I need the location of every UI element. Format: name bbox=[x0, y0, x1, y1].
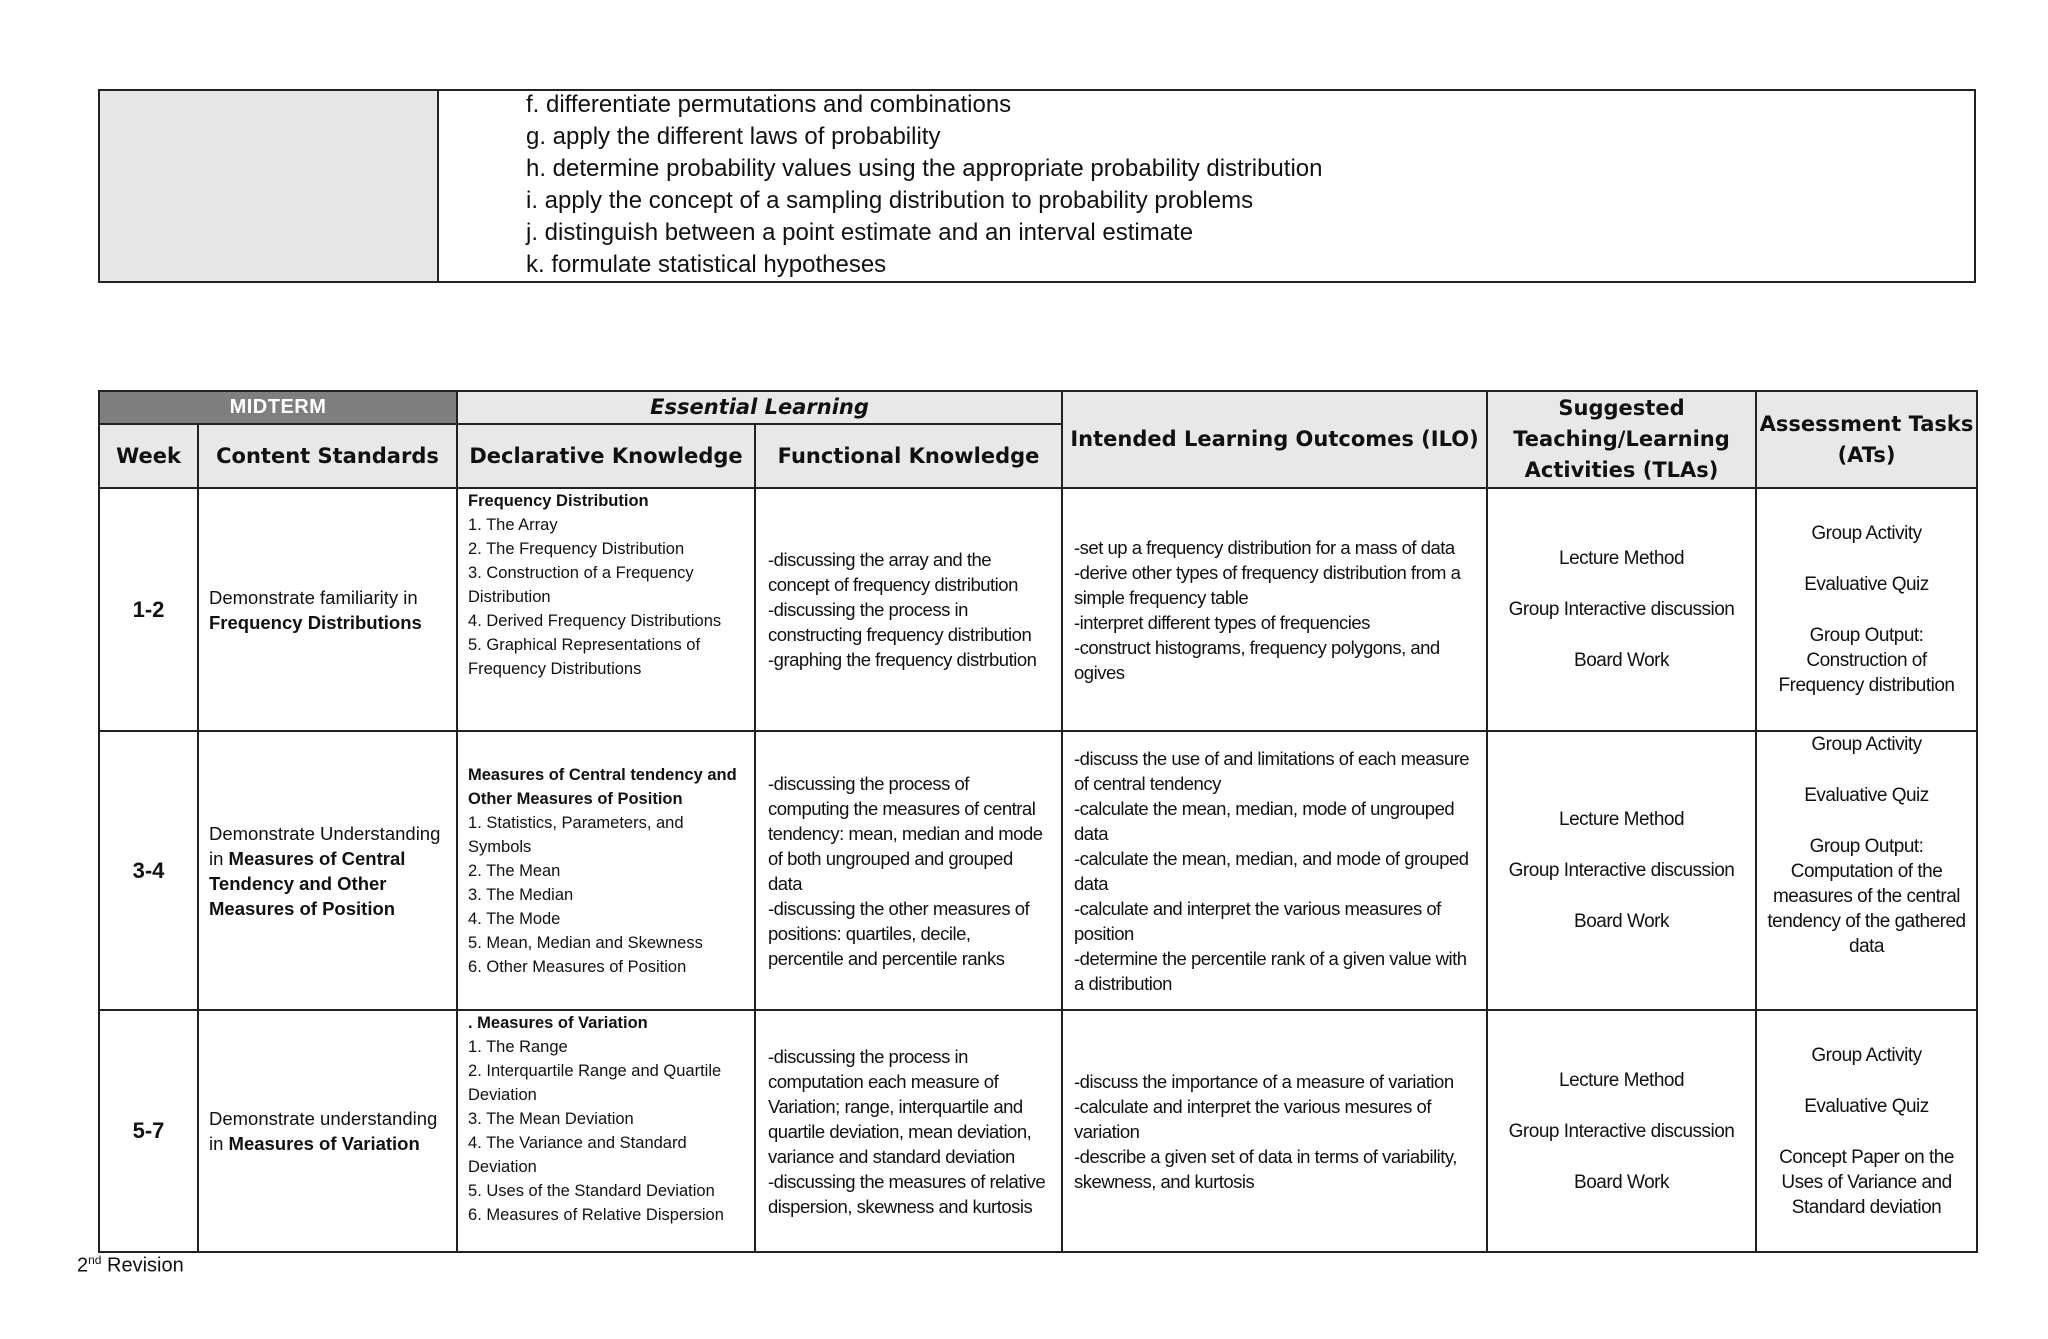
ilo-cell bbox=[1062, 1010, 1487, 1252]
tla-item: Board Work bbox=[1574, 911, 1669, 932]
objectives-empty-cell bbox=[100, 91, 439, 281]
declarative-knowledge-cell bbox=[457, 731, 755, 1010]
functional-item: -discussing the process in constructing frequency distribution bbox=[768, 599, 1032, 645]
declarative-title: Measures of Central tendency and Other Measures of Position bbox=[468, 765, 737, 808]
declarative-item: 4. The Mode bbox=[468, 909, 561, 928]
functional-item: -graphing the frequency distrbution bbox=[768, 649, 1037, 670]
ilo-item: -discuss the use of and limitations of each measure of central tendency bbox=[1074, 747, 1470, 794]
ilo-item: -discuss the importance of a measure of variation bbox=[1074, 1070, 1454, 1092]
declarative-item: 6. Other Measures of Position bbox=[468, 957, 687, 976]
ilo-item: -determine the percentile rank of a given value with a distribution bbox=[1074, 947, 1467, 994]
content-standard-topic: Measures of Variation bbox=[228, 1133, 420, 1154]
functional-item: -discussing the other measures of positions: quartiles, decile, percentile and percentile ranks bbox=[768, 897, 1030, 969]
assessment-item: Evaluative Quiz bbox=[1804, 574, 1929, 595]
content-standard-topic: Frequency Distributions bbox=[209, 611, 422, 633]
ilo-header: Intended Learning Outcomes (ILO) bbox=[1062, 391, 1487, 488]
assessment-item: Group Activity bbox=[1811, 1044, 1922, 1066]
ilo-item: -derive other types of frequency distribution from a simple frequency table bbox=[1074, 561, 1461, 608]
tla-item: Lecture Method bbox=[1559, 548, 1685, 569]
objective-item: h. determine probability values using the appropriate probability distribution bbox=[526, 155, 1323, 182]
declarative-item: 3. Construction of a Frequency Distribution bbox=[468, 564, 694, 606]
declarative-item: 1. The Range bbox=[468, 1038, 568, 1056]
objectives-list bbox=[526, 89, 1974, 281]
tla-item: Group Interactive discussion bbox=[1508, 860, 1735, 881]
declarative-item: 4. Derived Frequency Distributions bbox=[468, 612, 722, 630]
at-header: Assessment Tasks (ATs) bbox=[1756, 391, 1977, 488]
declarative-knowledge-cell bbox=[457, 488, 755, 731]
declarative-item: 4. The Variance and Standard Deviation bbox=[468, 1134, 687, 1176]
week-cell: 5-7 bbox=[99, 1010, 198, 1252]
content-standard-cell bbox=[198, 488, 457, 731]
content-standard-cell bbox=[198, 1010, 457, 1252]
revision-number: 2 bbox=[77, 1254, 89, 1277]
ilo-item: -calculate and interpret the various measures of position bbox=[1074, 897, 1441, 944]
tla-cell bbox=[1487, 488, 1756, 731]
functional-item: -discussing the measures of relative dispersion, skewness and kurtosis bbox=[768, 1170, 1046, 1217]
tla-cell bbox=[1487, 731, 1756, 1010]
week-cell: 1-2 bbox=[99, 488, 198, 731]
tla-item: Group Interactive discussion bbox=[1508, 599, 1735, 620]
functional-item: -discussing the process of computing the measures of central tendency: mean, median and mode of both ungrouped and grouped data bbox=[768, 772, 1043, 894]
functional-item: -discussing the process in computation each measure of Variation; range, interquartile and quartile deviation, mean deviation, variance and standard deviation bbox=[768, 1045, 1032, 1167]
revision-superscript: nd bbox=[88, 1253, 102, 1267]
declarative-item: 3. The Mean Deviation bbox=[468, 1110, 634, 1128]
functional-item: -discussing the array and the concept of frequency distribution bbox=[768, 549, 1018, 595]
objective-item: k. formulate statistical hypotheses bbox=[526, 251, 887, 278]
assessment-item: Group Activity bbox=[1811, 523, 1922, 544]
table-row bbox=[99, 731, 1977, 1010]
declarative-item: 6. Measures of Relative Dispersion bbox=[468, 1206, 724, 1224]
objectives-cell bbox=[439, 91, 1974, 281]
ilo-item: -calculate the mean, median, and mode of grouped data bbox=[1074, 847, 1469, 894]
declarative-knowledge-cell bbox=[457, 1010, 755, 1252]
assessment-cell bbox=[1756, 488, 1977, 731]
declarative-title: . Measures of Variation bbox=[468, 1014, 648, 1032]
functional-knowledge-cell bbox=[755, 488, 1062, 731]
tla-item: Board Work bbox=[1574, 650, 1669, 671]
declarative-item: 1. The Array bbox=[468, 516, 558, 534]
tla-item: Lecture Method bbox=[1559, 1069, 1685, 1091]
functional-knowledge-header: Functional Knowledge bbox=[755, 424, 1062, 488]
table-row bbox=[99, 1010, 1977, 1252]
declarative-item: 1. Statistics, Parameters, and Symbols bbox=[468, 813, 684, 856]
tla-header: Suggested Teaching/Learning Activities (TLAs) bbox=[1487, 391, 1756, 488]
midterm-header: MIDTERM bbox=[99, 391, 457, 424]
week-header: Week bbox=[99, 424, 198, 488]
ilo-item: -calculate and interpret the various mesures of variation bbox=[1074, 1095, 1431, 1142]
declarative-knowledge-header: Declarative Knowledge bbox=[457, 424, 755, 488]
functional-knowledge-cell bbox=[755, 1010, 1062, 1252]
assessment-item: Concept Paper on the Uses of Variance and Standard deviation bbox=[1779, 1146, 1954, 1218]
declarative-item: 5. Mean, Median and Skewness bbox=[468, 933, 703, 952]
declarative-item: 5. Graphical Representations of Frequency Distributions bbox=[468, 636, 701, 678]
assessment-item: Evaluative Quiz bbox=[1804, 785, 1929, 806]
midterm-syllabus-table bbox=[98, 390, 1978, 1253]
objective-item: i. apply the concept of a sampling distribution to probability problems bbox=[526, 187, 1254, 214]
assessment-item: Group Activity bbox=[1811, 734, 1922, 755]
ilo-item: -set up a frequency distribution for a mass of data bbox=[1074, 536, 1455, 558]
essential-learning-header: Essential Learning bbox=[457, 391, 1062, 424]
ilo-item: -construct histograms, frequency polygons, and ogives bbox=[1074, 636, 1440, 683]
tla-cell bbox=[1487, 1010, 1756, 1252]
ilo-cell bbox=[1062, 488, 1487, 731]
declarative-item: 2. The Mean bbox=[468, 861, 561, 880]
assessment-item: Group Output: Computation of the measures of the central tendency of the gathered data bbox=[1767, 836, 1966, 957]
content-standard-cell bbox=[198, 731, 457, 1010]
tla-item: Board Work bbox=[1574, 1171, 1669, 1193]
objectives-table bbox=[98, 89, 1976, 283]
content-standard-text: Demonstrate Understanding in bbox=[209, 822, 441, 869]
content-standards-header: Content Standards bbox=[198, 424, 457, 488]
ilo-item: -interpret different types of frequencies bbox=[1074, 611, 1370, 633]
tla-item: Lecture Method bbox=[1559, 809, 1685, 830]
objective-item: g. apply the different laws of probability bbox=[526, 123, 941, 150]
assessment-item: Evaluative Quiz bbox=[1804, 1095, 1929, 1117]
content-standard-text: Demonstrate understanding in bbox=[209, 1108, 438, 1154]
content-standard-topic: Measures of Central Tendency and Other Measures of Position bbox=[209, 847, 406, 919]
tla-item: Group Interactive discussion bbox=[1508, 1120, 1735, 1142]
ilo-cell bbox=[1062, 731, 1487, 1010]
table-row bbox=[99, 488, 1977, 731]
objective-item: j. distinguish between a point estimate and an interval estimate bbox=[526, 219, 1194, 246]
declarative-item: 2. Interquartile Range and Quartile Deviation bbox=[468, 1062, 722, 1104]
declarative-item: 3. The Median bbox=[468, 885, 574, 904]
content-standard-text: Demonstrate familiarity in bbox=[209, 586, 418, 608]
declarative-item: 2. The Frequency Distribution bbox=[468, 540, 685, 558]
ilo-item: -describe a given set of data in terms of variability, skewness, and kurtosis bbox=[1074, 1145, 1457, 1192]
objective-item: f. differentiate permutations and combinations bbox=[526, 91, 1012, 118]
functional-knowledge-cell bbox=[755, 731, 1062, 1010]
assessment-item: Group Output: Construction of Frequency distribution bbox=[1778, 625, 1955, 696]
declarative-title: Frequency Distribution bbox=[468, 492, 649, 510]
revision-label: Revision bbox=[101, 1254, 184, 1277]
ilo-item: -calculate the mean, median, mode of ungrouped data bbox=[1074, 797, 1455, 844]
assessment-cell bbox=[1756, 731, 1977, 1010]
declarative-item: 5. Uses of the Standard Deviation bbox=[468, 1182, 715, 1200]
assessment-cell bbox=[1756, 1010, 1977, 1252]
revision-footer bbox=[77, 1253, 184, 1278]
week-cell: 3-4 bbox=[99, 731, 198, 1010]
